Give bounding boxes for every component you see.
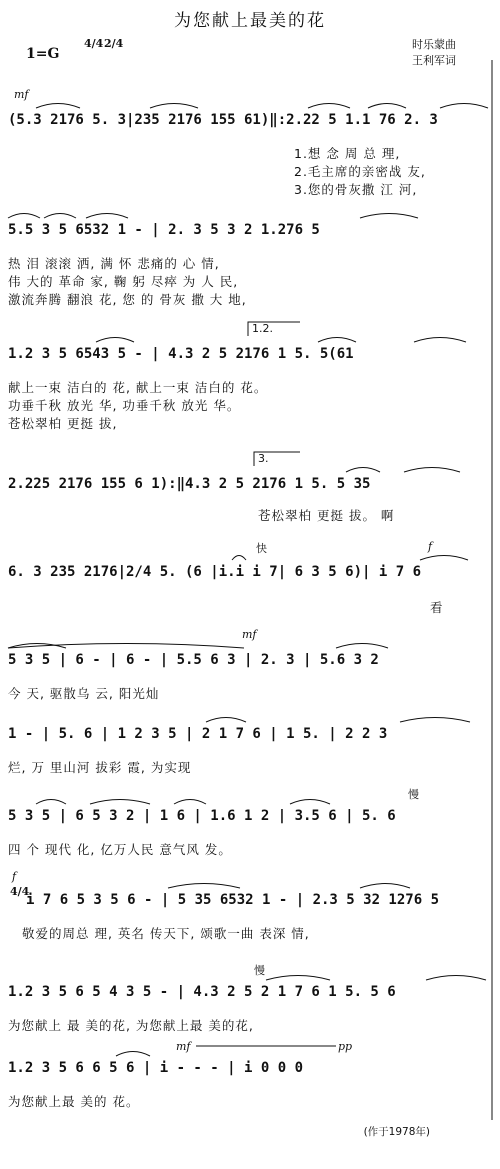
score-stroke <box>290 800 330 805</box>
tempo-mark: 快 <box>256 542 267 555</box>
lyric-line: 烂, 万 里山河 拔彩 霞, 为实现 <box>8 760 192 775</box>
tempo-mark: 慢 <box>408 788 419 801</box>
score-stroke <box>168 884 240 889</box>
notation-line-3: 1.2 3 5 6543 5 - | 4.3 2 5 2176 1 5. 5(61 <box>8 346 354 362</box>
score-stroke <box>368 104 406 109</box>
score-stroke <box>336 644 388 649</box>
lyric-line: 今 天, 驱散乌 云, 阳光灿 <box>8 686 160 701</box>
notation-line-2: 5.5 3 5 6532 1 - | 2. 3 5 3 2 1.276 5 <box>8 222 320 238</box>
score-stroke <box>346 468 380 473</box>
key-signature: 1=G <box>26 46 60 62</box>
score-stroke <box>36 104 80 109</box>
notation-line-10: 1.2 3 5 6 5 4 3 5 - | 4.3 2 5 2 1 7 6 1 5. 5 6 <box>8 984 396 1000</box>
lyric-line: 激流奔腾 翻浪 花, 您 的 骨灰 撒 大 地, <box>8 292 247 307</box>
notation-line-1: (5.3 2176 5. 3|235 2176 155 61)‖:2.22 5 1.1 76 2. 3 <box>8 112 438 128</box>
score-stroke <box>414 338 466 343</box>
lyric-line: 苍松翠柏 更挺 拔。 啊 <box>258 508 395 523</box>
meter-label: 2/4 <box>104 37 124 50</box>
score-stroke <box>86 214 128 219</box>
score-stroke <box>44 214 76 219</box>
score-stroke <box>116 1052 150 1057</box>
lyric-line: 热 泪 滚滚 洒, 满 怀 悲痛的 心 情, <box>8 256 220 271</box>
score-stroke <box>400 718 470 723</box>
volta-bracket-label: 1.2. <box>252 322 273 335</box>
meter-2-4 <box>104 38 123 49</box>
score-stroke <box>360 884 410 889</box>
score-stroke <box>360 214 418 219</box>
notation-line-6: 5 3 5 | 6 - | 6 - | 5.5 6 3 | 2. 3 | 5.6 3 2 <box>8 652 379 668</box>
score-stroke <box>266 976 330 981</box>
score-stroke <box>36 800 66 805</box>
composition-date: (作于1978年) <box>363 1126 430 1138</box>
tempo-mark: 慢 <box>254 964 265 977</box>
lyric-line: 3.您的骨灰撒 江 河, <box>294 182 418 197</box>
notation-line-5: 6. 3 235 2176|2/4 5. (6 |i.i i 7| 6 3 5 6)| i 7 6 <box>8 564 422 580</box>
score-stroke <box>440 104 488 109</box>
lyric-line: 献上一束 洁白的 花, 献上一束 洁白的 花。 <box>8 380 268 395</box>
dynamic-mark: pp <box>338 1040 353 1053</box>
score-stroke <box>404 468 460 473</box>
lyricist-credit: 王利军词 <box>412 54 456 67</box>
score-stroke <box>8 214 40 219</box>
score-stroke <box>318 338 356 343</box>
score-stroke <box>420 556 468 561</box>
score-stroke <box>96 338 134 343</box>
volta-bracket-label: 3. <box>258 452 269 465</box>
notation-line-8: 5 3 5 | 6 5 3 2 | 1 6 | 1.6 1 2 | 3.5 6 | 5. 6 <box>8 808 396 824</box>
lyric-line: 四 个 现代 化, 亿万人民 意气风 发。 <box>8 842 232 857</box>
dynamic-mark: mf <box>14 88 29 101</box>
lyric-line: 苍松翠柏 更挺 拔, <box>8 416 118 431</box>
composer-credit: 时乐蒙曲 <box>412 38 456 51</box>
meter-label: 4/4 <box>84 37 104 50</box>
score-stroke <box>150 104 198 109</box>
lyric-line: 伟 大的 革命 家, 鞠 躬 尽瘁 为 人 民, <box>8 274 239 289</box>
score-stroke <box>232 556 246 561</box>
score-stroke <box>206 718 246 723</box>
lyric-line: 2.毛主席的亲密战 友, <box>294 164 426 179</box>
score-stroke <box>90 800 150 805</box>
notation-line-4: 2.225 2176 155 6 1):‖4.3 2 5 2176 1 5. 5 35 <box>8 476 371 492</box>
score-stroke <box>174 800 206 805</box>
score-stroke <box>426 976 486 981</box>
notation-line-7: 1 - | 5. 6 | 1 2 3 5 | 2 1 7 6 | 1 5. | 2 2 3 <box>8 726 388 742</box>
dynamic-mark: f <box>428 540 433 553</box>
lyric-line: 看 <box>430 600 444 615</box>
lyric-line: 敬爱的周总 理, 英名 传天下, 颂歌一曲 表深 情, <box>22 926 310 941</box>
dynamic-mark: f <box>12 870 17 883</box>
meter-4-4 <box>84 38 103 49</box>
lyric-line: 为您献上最 美的 花。 <box>8 1094 140 1109</box>
notation-line-11: 1.2 3 5 6 6 5 6 | i - - - | i 0 0 0 <box>8 1060 304 1076</box>
lyric-line: 功垂千秋 放光 华, 功垂千秋 放光 华。 <box>8 398 241 413</box>
song-title: 为您献上最美的花 <box>174 11 326 31</box>
meter-change: 4/4 <box>10 885 30 898</box>
score-stroke <box>308 104 350 109</box>
lyric-line: 为您献上 最 美的花, 为您献上最 美的花, <box>8 1018 254 1033</box>
dynamic-mark: mf <box>242 628 257 641</box>
lyric-line: 1.想 念 周 总 理, <box>294 146 401 161</box>
notation-line-9: i 7 6 5 3 5 6 - | 5 35 6532 1 - | 2.3 5 32 1276 5 <box>26 892 440 908</box>
dynamic-mark: mf <box>176 1040 191 1053</box>
